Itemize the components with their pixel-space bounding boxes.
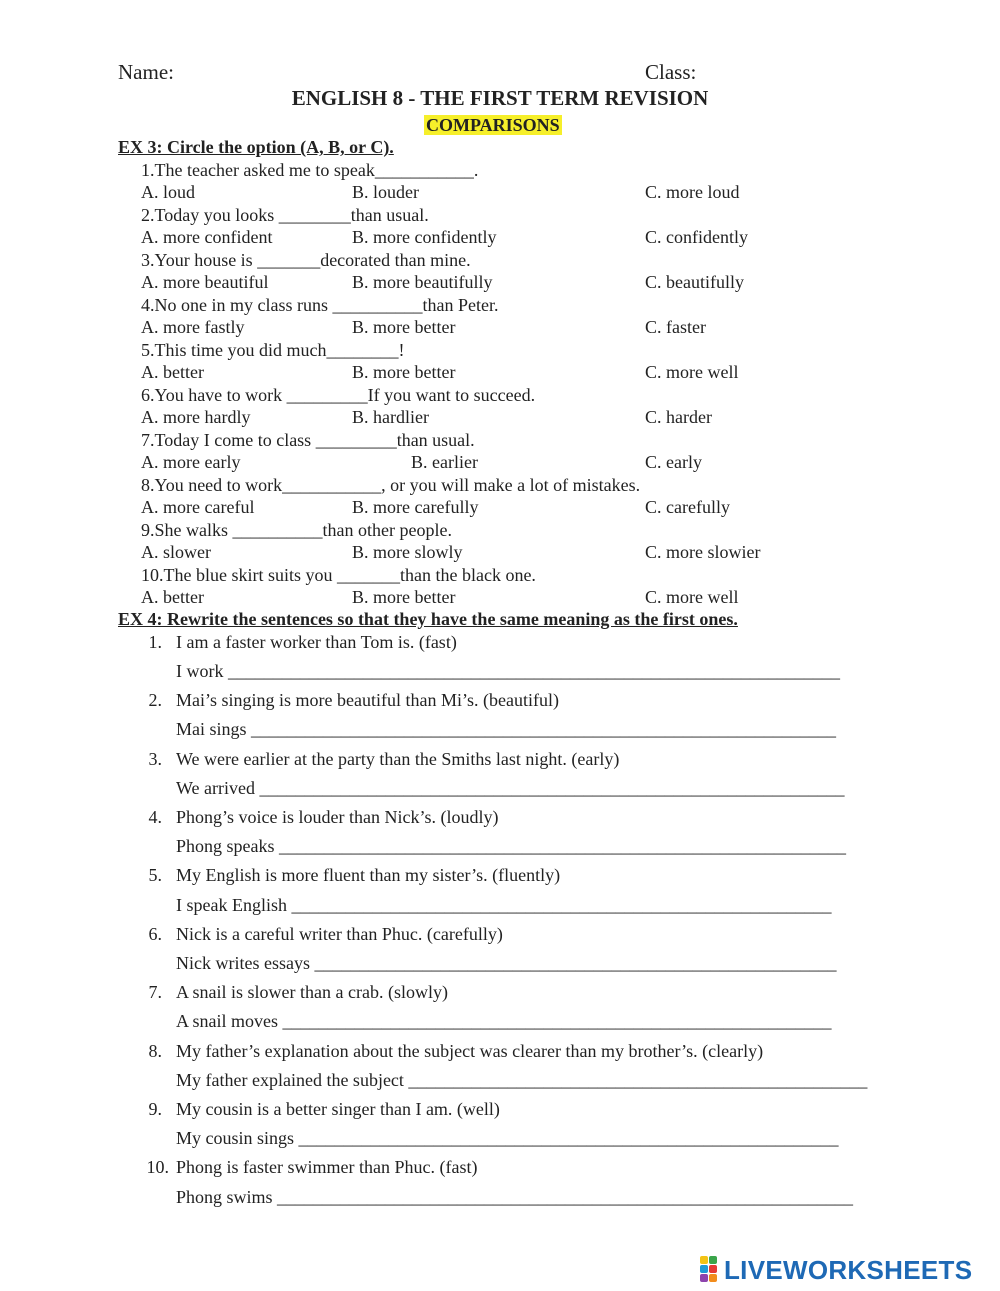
ex4-item-number: 2.: [148, 690, 162, 710]
ex4-rewrite-line[interactable]: We arrived _________________________________________________________________: [176, 778, 845, 798]
ex3-option-b[interactable]: B. more better: [352, 362, 456, 382]
ex3-option-c[interactable]: C. confidently: [645, 227, 748, 247]
ex3-heading: EX 3: Circle the option (A, B, or C).: [118, 137, 394, 157]
ex4-rewrite-line[interactable]: A snail moves _____________________________________________________________: [176, 1011, 832, 1031]
ex3-option-c[interactable]: C. harder: [645, 407, 712, 427]
ex3-question: 4.No one in my class runs __________than Peter.: [141, 295, 499, 315]
ex4-item-number: 3.: [148, 749, 162, 769]
ex4-sentence: Phong is faster swimmer than Phuc. (fast): [176, 1157, 478, 1177]
ex4-item-number: 4.: [148, 807, 162, 827]
ex3-question: 1.The teacher asked me to speak___________.: [141, 160, 479, 180]
ex3-option-b[interactable]: B. more better: [352, 317, 456, 337]
ex3-question: 9.She walks __________than other people.: [141, 520, 452, 540]
ex4-rewrite-line[interactable]: I work ____________________________________________________________________: [176, 661, 840, 681]
liveworksheets-logo[interactable]: [700, 1252, 972, 1288]
ex3-option-b[interactable]: B. earlier: [411, 452, 478, 472]
ex4-rewrite-line[interactable]: My cousin sings ____________________________________________________________: [176, 1128, 839, 1148]
ex3-question: 6.You have to work _________If you want to succeed.: [141, 385, 536, 405]
ex4-item-number: 8.: [148, 1041, 162, 1061]
ex3-option-a[interactable]: A. slower: [141, 542, 211, 562]
ex3-option-a[interactable]: A. better: [141, 362, 204, 382]
ex3-question: 10.The blue skirt suits you _______than the black one.: [141, 565, 536, 585]
ex3-option-c[interactable]: C. early: [645, 452, 702, 472]
ex3-option-c[interactable]: C. carefully: [645, 497, 730, 517]
ex4-item-number: 6.: [148, 924, 162, 944]
ex3-option-a[interactable]: A. more hardly: [141, 407, 251, 427]
ex4-item-number: 9.: [148, 1099, 162, 1119]
liveworksheets-blocks-icon: [700, 1256, 718, 1284]
ex3-question: 3.Your house is _______decorated than mine.: [141, 250, 471, 270]
ex3-question: 7.Today I come to class _________than usual.: [141, 430, 475, 450]
ex3-option-c[interactable]: C. more well: [645, 587, 739, 607]
ex4-sentence: My father’s explanation about the subject was clearer than my brother’s. (clearly): [176, 1041, 764, 1061]
class-label: Class:: [645, 60, 697, 84]
ex4-rewrite-line[interactable]: My father explained the subject ___________________________________________________: [176, 1070, 868, 1090]
ex3-option-a[interactable]: A. better: [141, 587, 204, 607]
ex3-option-b[interactable]: B. hardlier: [352, 407, 429, 427]
ex3-option-c[interactable]: C. more loud: [645, 182, 740, 202]
ex4-rewrite-line[interactable]: I speak English ____________________________________________________________: [176, 895, 832, 915]
ex3-option-a[interactable]: A. more careful: [141, 497, 255, 517]
ex4-item-number: 7.: [148, 982, 162, 1002]
ex4-sentence: Nick is a careful writer than Phuc. (carefully): [176, 924, 503, 944]
ex3-option-b[interactable]: B. more confidently: [352, 227, 497, 247]
ex3-option-a[interactable]: A. more confident: [141, 227, 273, 247]
ex3-question: 5.This time you did much________!: [141, 340, 405, 360]
ex3-option-c[interactable]: C. beautifully: [645, 272, 744, 292]
ex4-sentence: My English is more fluent than my sister’s. (fluently): [176, 865, 561, 885]
ex4-sentence: Phong’s voice is louder than Nick’s. (loudly): [176, 807, 499, 827]
ex4-item-number: 1.: [148, 632, 162, 652]
ex4-rewrite-line[interactable]: Mai sings _________________________________________________________________: [176, 719, 837, 739]
ex3-option-a[interactable]: A. more fastly: [141, 317, 245, 337]
ex3-option-a[interactable]: A. loud: [141, 182, 195, 202]
ex4-sentence: A snail is slower than a crab. (slowly): [176, 982, 448, 1002]
ex3-option-b[interactable]: B. more beautifully: [352, 272, 493, 292]
ex3-option-c[interactable]: C. faster: [645, 317, 706, 337]
ex3-option-c[interactable]: C. more well: [645, 362, 739, 382]
page-subtitle: COMPARISONS: [426, 115, 560, 135]
ex4-rewrite-line[interactable]: Nick writes essays __________________________________________________________: [176, 953, 837, 973]
ex3-option-c[interactable]: C. more slowier: [645, 542, 761, 562]
ex3-option-b[interactable]: B. more carefully: [352, 497, 479, 517]
ex4-sentence: We were earlier at the party than the Smiths last night. (early): [176, 749, 620, 769]
ex3-question: 8.You need to work___________, or you will make a lot of mistakes.: [141, 475, 641, 495]
ex3-option-b[interactable]: B. louder: [352, 182, 419, 202]
ex3-option-b[interactable]: B. more slowly: [352, 542, 463, 562]
ex4-item-number: 5.: [148, 865, 162, 885]
name-label: Name:: [118, 60, 174, 84]
ex4-sentence: My cousin is a better singer than I am. (well): [176, 1099, 500, 1119]
ex3-option-b[interactable]: B. more better: [352, 587, 456, 607]
ex4-sentence: Mai’s singing is more beautiful than Mi’s. (beautiful): [176, 690, 559, 710]
ex4-rewrite-line[interactable]: Phong speaks _______________________________________________________________: [176, 836, 846, 856]
ex4-item-number: 10.: [146, 1157, 169, 1177]
ex3-question: 2.Today you looks ________than usual.: [141, 205, 429, 225]
ex4-heading: EX 4: Rewrite the sentences so that they have the same meaning as the first ones.: [118, 609, 738, 629]
page-title: ENGLISH 8 - THE FIRST TERM REVISION: [291, 86, 709, 110]
ex3-option-a[interactable]: A. more beautiful: [141, 272, 269, 292]
ex3-option-a[interactable]: A. more early: [141, 452, 241, 472]
liveworksheets-wordmark: LIVEWORKSHEETS: [724, 1254, 973, 1285]
ex4-sentence: I am a faster worker than Tom is. (fast): [176, 632, 457, 652]
ex4-rewrite-line[interactable]: Phong swims ________________________________________________________________: [176, 1187, 854, 1207]
